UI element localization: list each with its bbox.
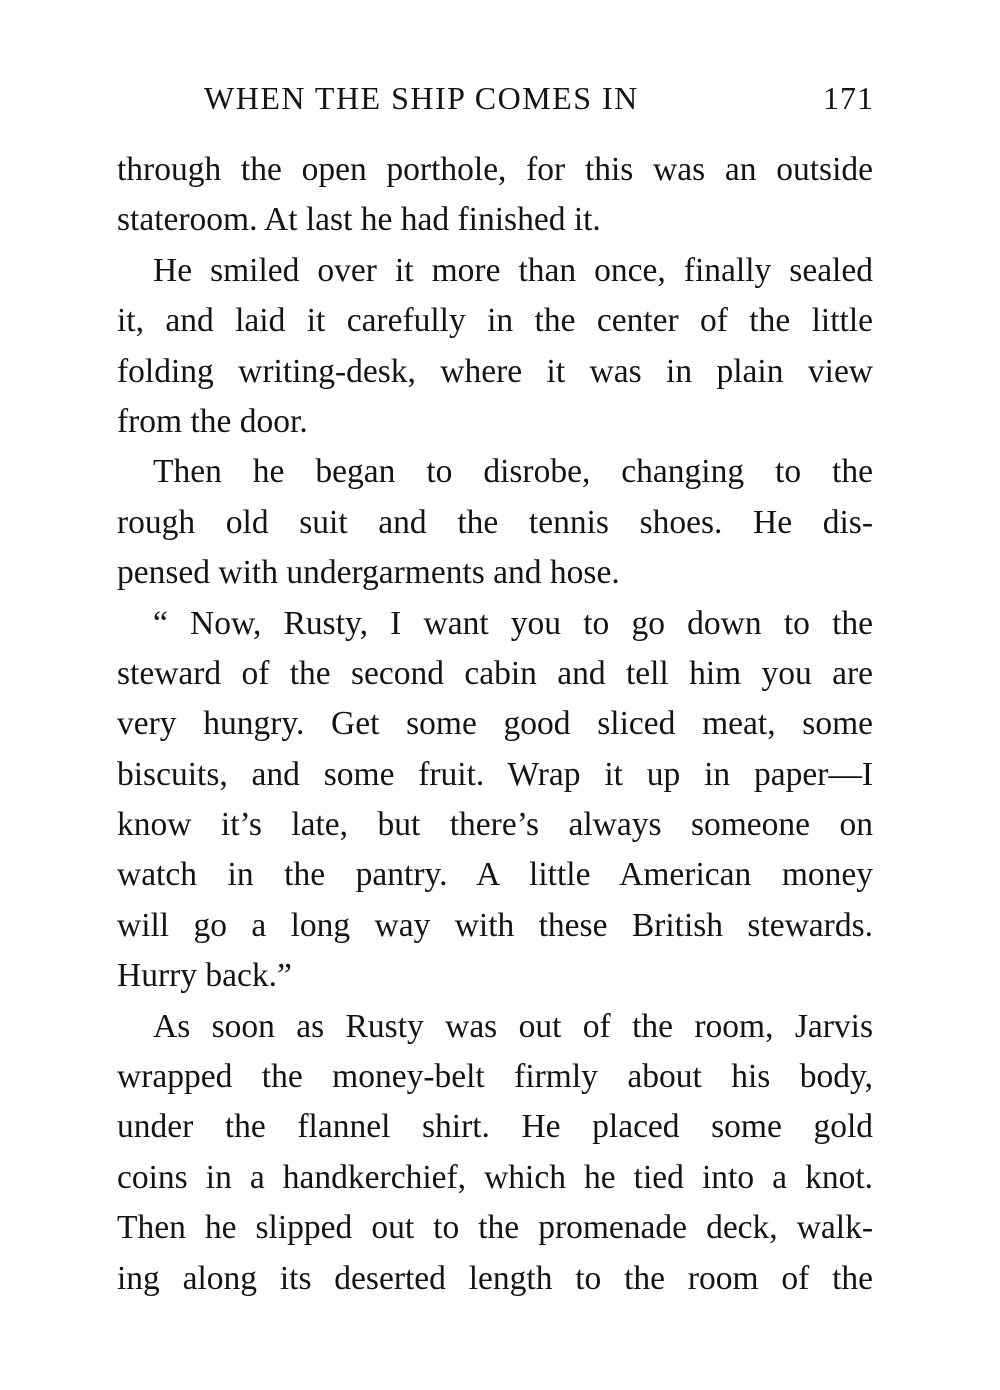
text-line: stateroom. At last he had finished it. (117, 201, 601, 239)
text-line: very hungry. Get some good sliced meat, some (117, 705, 873, 743)
body-text (117, 145, 873, 1304)
text-line: biscuits, and some fruit. Wrap it up in paper—I (117, 755, 873, 793)
text-line: As soon as Rusty was out of the room, Jarvis (153, 1007, 873, 1045)
text-line: ing along its deserted length to the room of the (117, 1259, 873, 1297)
running-title: WHEN THE SHIP COMES IN (204, 80, 639, 116)
text-line: He smiled over it more than once, finally sealed (153, 251, 873, 289)
text-line: rough old suit and the tennis shoes. He dis- (117, 503, 873, 541)
text-line: steward of the second cabin and tell him you are (117, 654, 873, 692)
text-line: Hurry back.” (117, 957, 292, 995)
text-line: folding writing-desk, where it was in plain view (117, 352, 873, 390)
text-line: “ Now, Rusty, I want you to go down to the (153, 604, 873, 642)
text-line: pensed with undergarments and hose. (117, 554, 620, 592)
text-line: Then he began to disrobe, changing to the (153, 453, 873, 491)
text-line: know it’s late, but there’s always someone on (117, 806, 873, 844)
text-line: coins in a handkerchief, which he tied into a knot. (117, 1158, 873, 1196)
page-number: 171 (823, 80, 874, 116)
text-line: under the flannel shirt. He placed some gold (117, 1108, 873, 1146)
text-line: from the door. (117, 402, 308, 440)
text-line: will go a long way with these British stewards. (117, 906, 873, 944)
text-line: wrapped the money-belt firmly about his body, (117, 1058, 873, 1096)
text-line: Then he slipped out to the promenade deck, walk- (117, 1209, 873, 1247)
text-line: watch in the pantry. A little American money (117, 856, 873, 894)
text-line: it, and laid it carefully in the center of the little (117, 302, 873, 340)
running-head (118, 78, 874, 118)
text-line: through the open porthole, for this was an outside (117, 151, 873, 188)
